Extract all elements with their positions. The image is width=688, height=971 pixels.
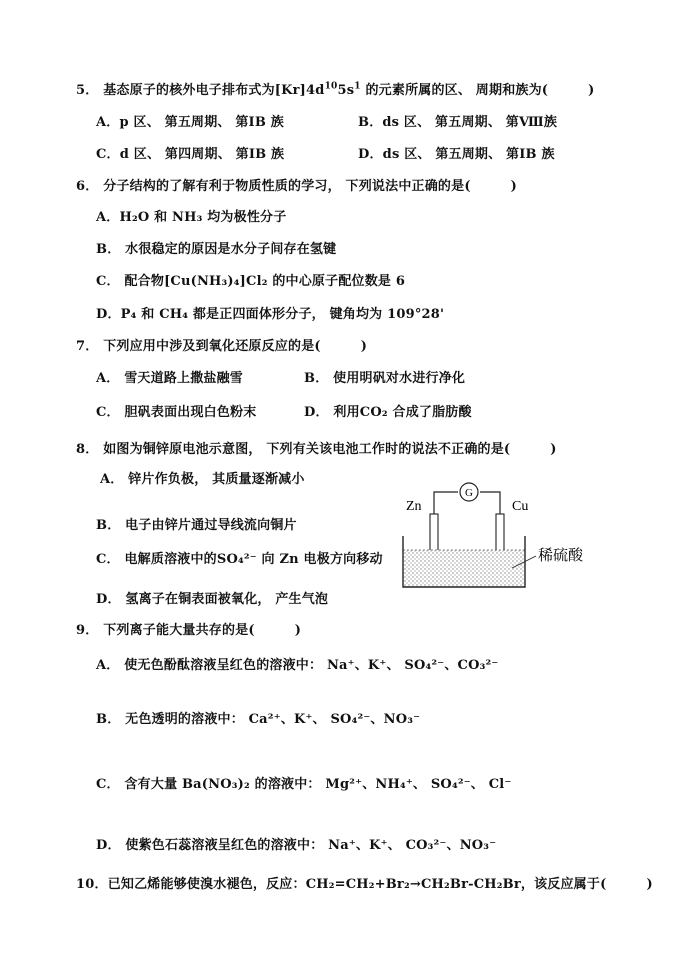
q5-stem: 5． 基态原子的核外电子排布式为$[Kr]4d^{10}5s^1$ 的元素所属的区、 周期和族为( ) [76, 81, 595, 98]
wire-left [434, 492, 458, 514]
q5-option-c: C．d 区、 第四周期、 第ⅠB 族 [96, 147, 285, 162]
q5-option-d: D．ds 区、 第五周期、 第ⅠB 族 [358, 147, 555, 162]
q9-number: 9． [76, 623, 99, 638]
q6-number: 6． [76, 179, 99, 194]
q7-option-d: D． 利用CO₂ 合成了脂肪酸 [304, 405, 472, 420]
q6-option-d: D．P₄ 和 CH₄ 都是正四面体形分子， 键角均为 109°28' [96, 307, 445, 322]
q7-option-c: C． 胆矾表面出现白色粉末 [96, 405, 257, 420]
acid-label: 稀硫酸 [538, 548, 584, 564]
q6-stem: 6． 分子结构的了解有利于物质性质的学习， 下列说法中正确的是( ) [76, 179, 518, 194]
q8-option-d: D． 氢离子在铜表面被氧化， 产生气泡 [96, 592, 329, 607]
q9-stem: 9． 下列离子能大量共存的是( ) [76, 623, 302, 638]
q6-option-c: C． 配合物[Cu(NH₃)₄]Cl₂ 的中心原子配位数是 6 [96, 274, 406, 289]
q5-option-b: B．ds 区、 第五周期、 第Ⅷ族 [358, 115, 558, 130]
q5-option-a: A．p 区、 第五周期、 第ⅠB 族 [96, 115, 284, 130]
cu-label: Cu [512, 499, 529, 514]
q9-option-b: B． 无色透明的溶液中： Ca²⁺、K⁺、 SO₄²⁻、NO₃⁻ [96, 712, 421, 727]
q7-option-a: A． 雪天道路上撒盐融雪 [96, 371, 244, 386]
q8-option-a: A． 锌片作负极， 其质量逐渐减小 [100, 472, 305, 487]
q10-stem: 10．已知乙烯能够使溴水褪色，反应：CH₂=CH₂+Br₂→CH₂Br-CH₂Br，该反应属于( ) [76, 877, 653, 892]
q6-option-a: A．H₂O 和 NH₃ 均为极性分子 [96, 210, 287, 225]
acid-solution [403, 550, 525, 587]
q8-stem: 8． 如图为铜锌原电池示意图， 下列有关该电池工作时的说法不正确的是( ) [76, 442, 557, 457]
q9-option-d: D． 使紫色石蕊溶液呈红色的溶液中： Na⁺、K⁺、 CO₃²⁻、NO₃⁻ [96, 838, 497, 853]
galvanometer-label: G [465, 487, 473, 499]
wire-right [480, 492, 500, 514]
q10-number: 10． [76, 877, 108, 892]
zn-label: Zn [406, 499, 422, 514]
q5-number: 5． [76, 83, 99, 98]
q8-number: 8． [76, 442, 99, 457]
q8-option-c: C． 电解质溶液中的SO₄²⁻ 向 Zn 电极方向移动 [96, 552, 383, 567]
q8-option-b: B． 电子由锌片通过导线流向铜片 [96, 518, 297, 533]
q9-option-a: A． 使无色酚酞溶液呈红色的溶液中： Na⁺、K⁺、 SO₄²⁻、CO₃²⁻ [96, 658, 499, 673]
q7-option-b: B． 使用明矾对水进行净化 [304, 371, 466, 386]
q9-option-c: C． 含有大量 Ba(NO₃)₂ 的溶液中： Mg²⁺、NH₄⁺、 SO₄²⁻、 Cl⁻ [96, 777, 512, 792]
q7-stem: 7． 下列应用中涉及到氧化还原反应的是( ) [76, 339, 368, 354]
q7-number: 7． [76, 339, 99, 354]
galvanic-cell-diagram [400, 480, 630, 592]
q6-option-b: B． 水很稳定的原因是水分子间存在氢键 [96, 242, 337, 257]
